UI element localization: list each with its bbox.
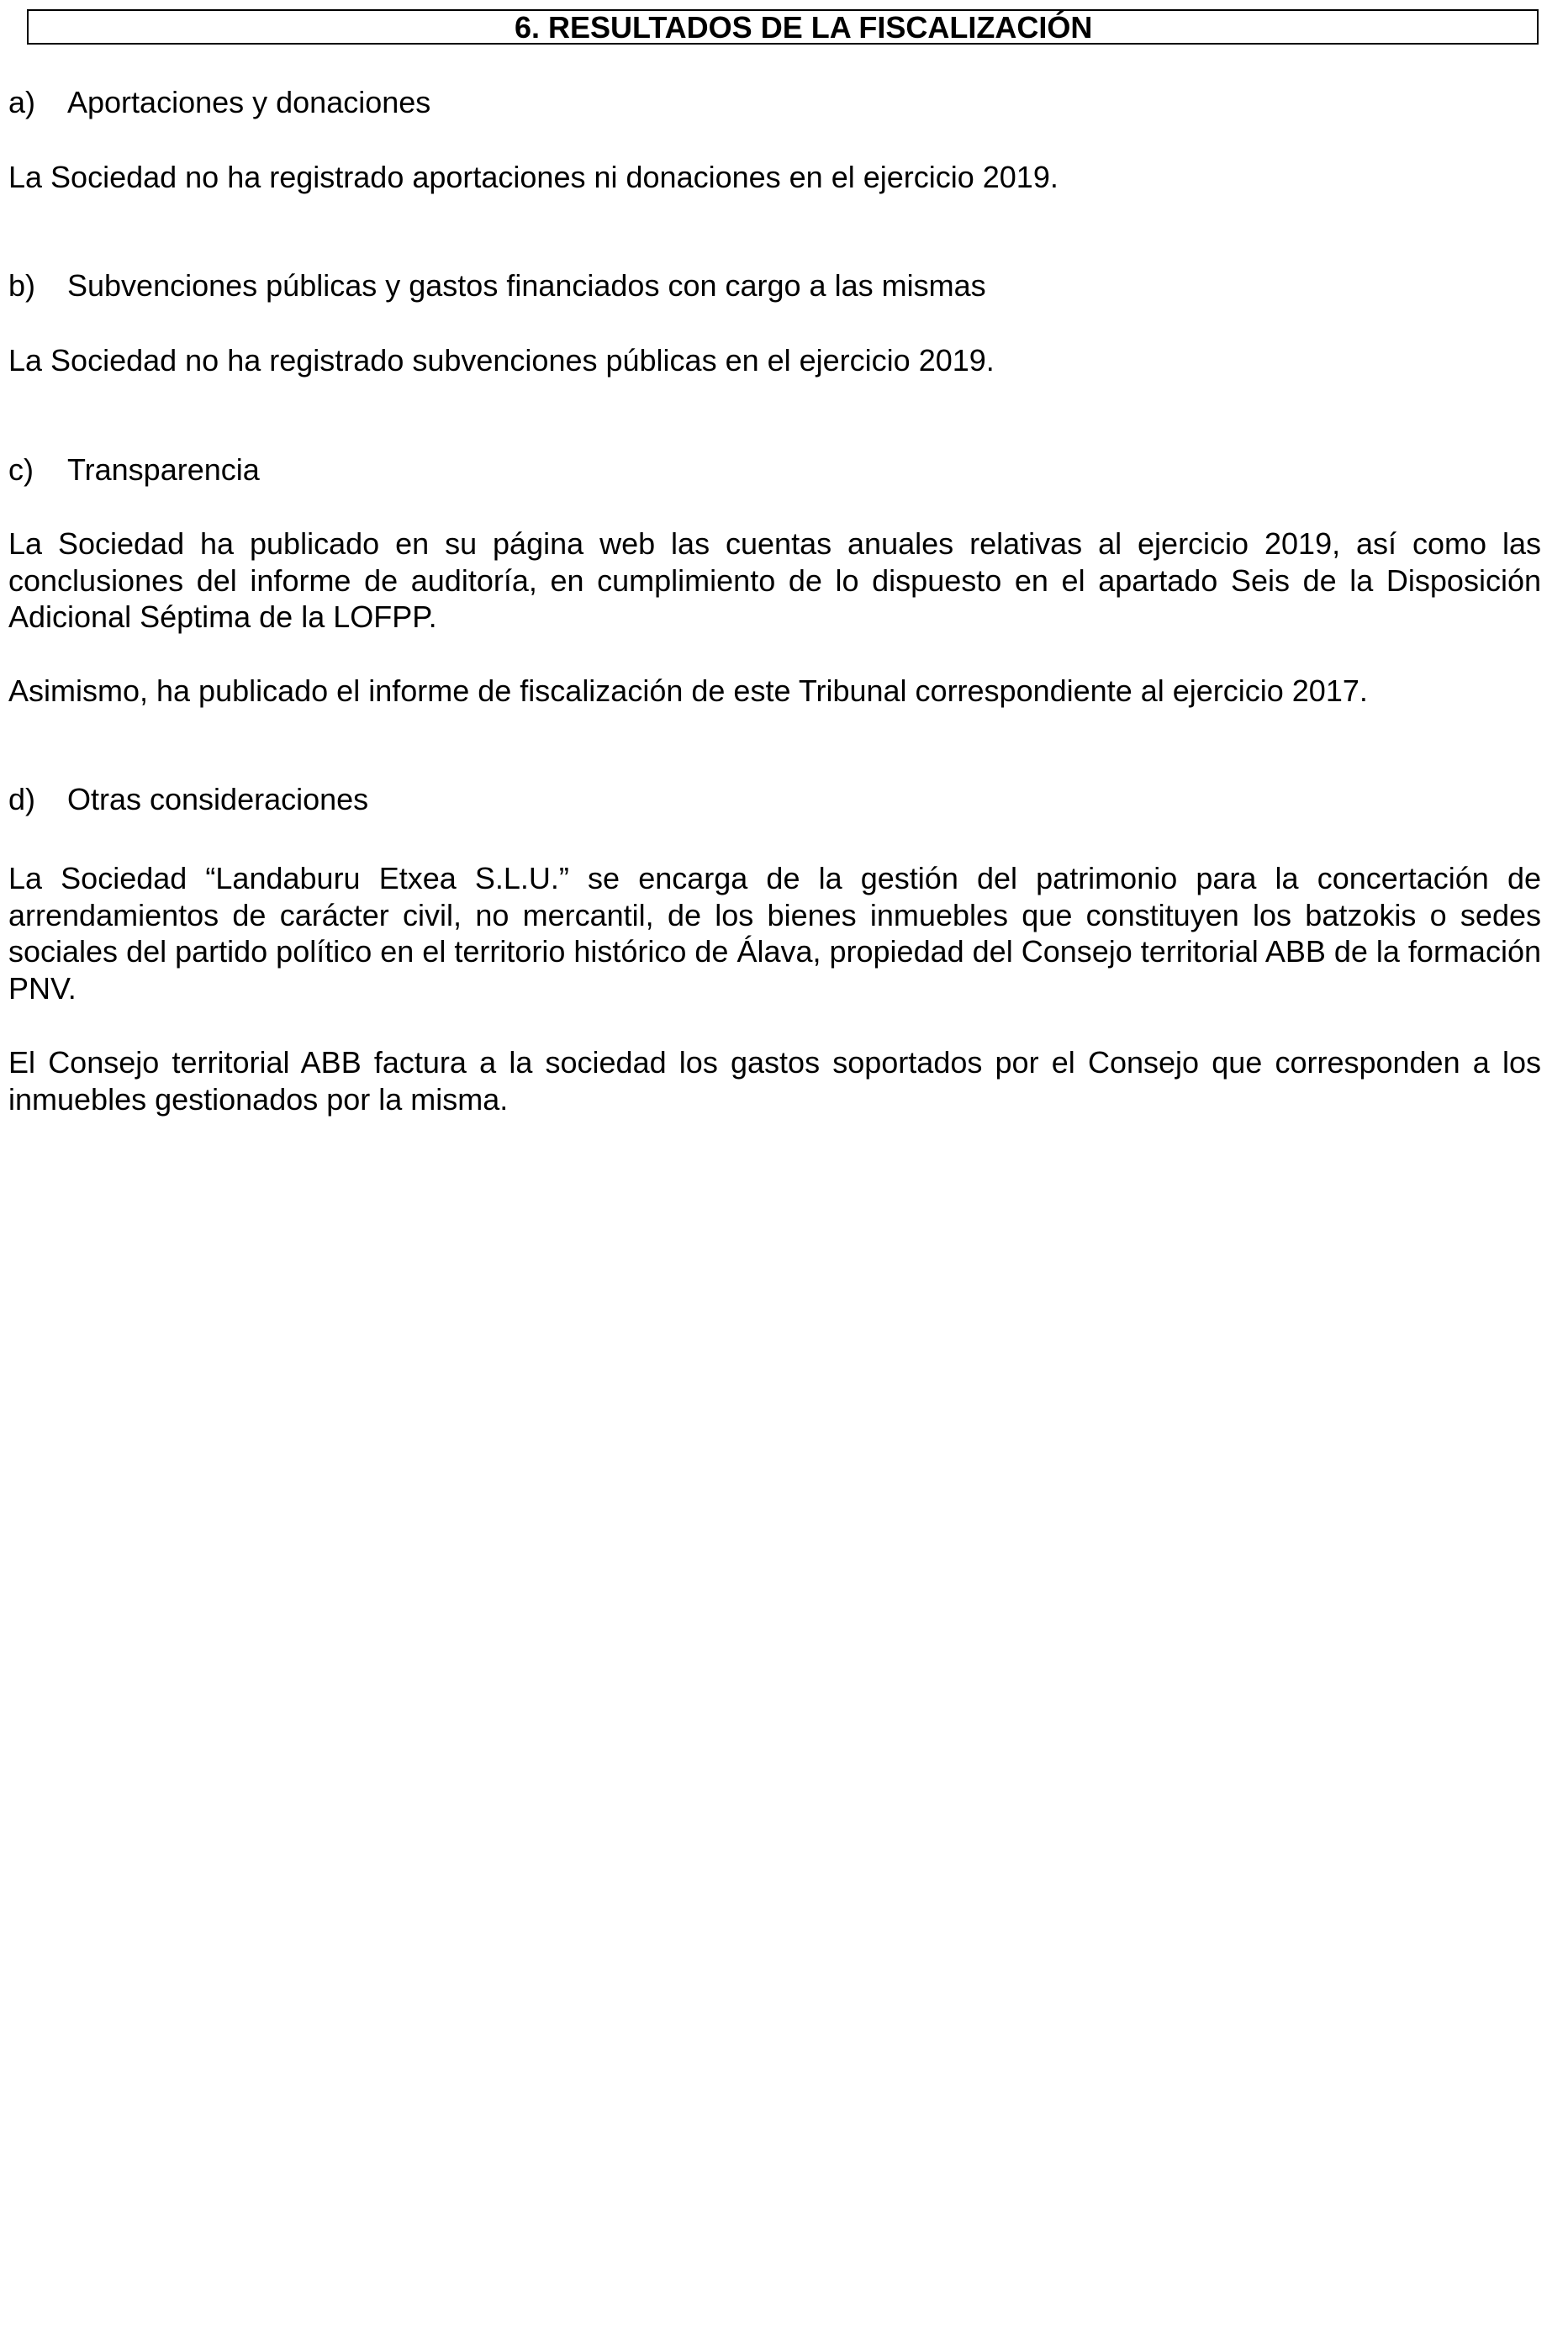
paragraph-d-2: El Consejo territorial ABB factura a la sociedad los gastos soportados por el Consejo que corresponden a los inmuebles gestionados por la misma. <box>8 1045 1541 1117</box>
heading-b-text: Subvenciones públicas y gastos financiados con cargo a las mismas <box>67 268 986 303</box>
section-title: 6. RESULTADOS DE LA FISCALIZACIÓN <box>515 10 1093 45</box>
section-title-box <box>27 9 1539 45</box>
heading-d <box>8 781 368 818</box>
heading-b-letter: b) <box>8 268 36 303</box>
paragraph-c-2: Asimismo, ha publicado el informe de fiscalización de este Tribunal correspondiente al ejercicio 2017. <box>8 673 1368 708</box>
heading-c <box>8 451 260 488</box>
heading-a <box>8 84 430 121</box>
heading-d-letter: d) <box>8 782 36 816</box>
heading-d-text: Otras consideraciones <box>67 782 369 816</box>
heading-b <box>8 267 986 304</box>
paragraph-a-1: La Sociedad no ha registrado aportaciones ni donaciones en el ejercicio 2019. <box>8 160 1059 194</box>
paragraph-d-1: La Sociedad “Landaburu Etxea S.L.U.” se encarga de la gestión del patrimonio para la concertación de arrendamientos de carácter civil, no mercantil, de los bienes inmuebles que constituyen los batzokis o sedes sociales del partido político en el territorio histórico de Álava, propiedad del Consejo territorial ABB de la formación PNV. <box>8 861 1541 1006</box>
heading-c-letter: c) <box>8 452 34 487</box>
heading-a-text: Aportaciones y donaciones <box>67 85 431 119</box>
paragraph-b-1: La Sociedad no ha registrado subvenciones públicas en el ejercicio 2019. <box>8 343 995 378</box>
heading-c-text: Transparencia <box>67 452 260 487</box>
paragraph-c-1: La Sociedad ha publicado en su página web las cuentas anuales relativas al ejercicio 2019, así como las conclusiones del informe de auditoría, en cumplimiento de lo dispuesto en el apartado Seis de la Disposición Adicional Séptima de la LOFPP. <box>8 526 1541 634</box>
heading-a-letter: a) <box>8 85 36 119</box>
